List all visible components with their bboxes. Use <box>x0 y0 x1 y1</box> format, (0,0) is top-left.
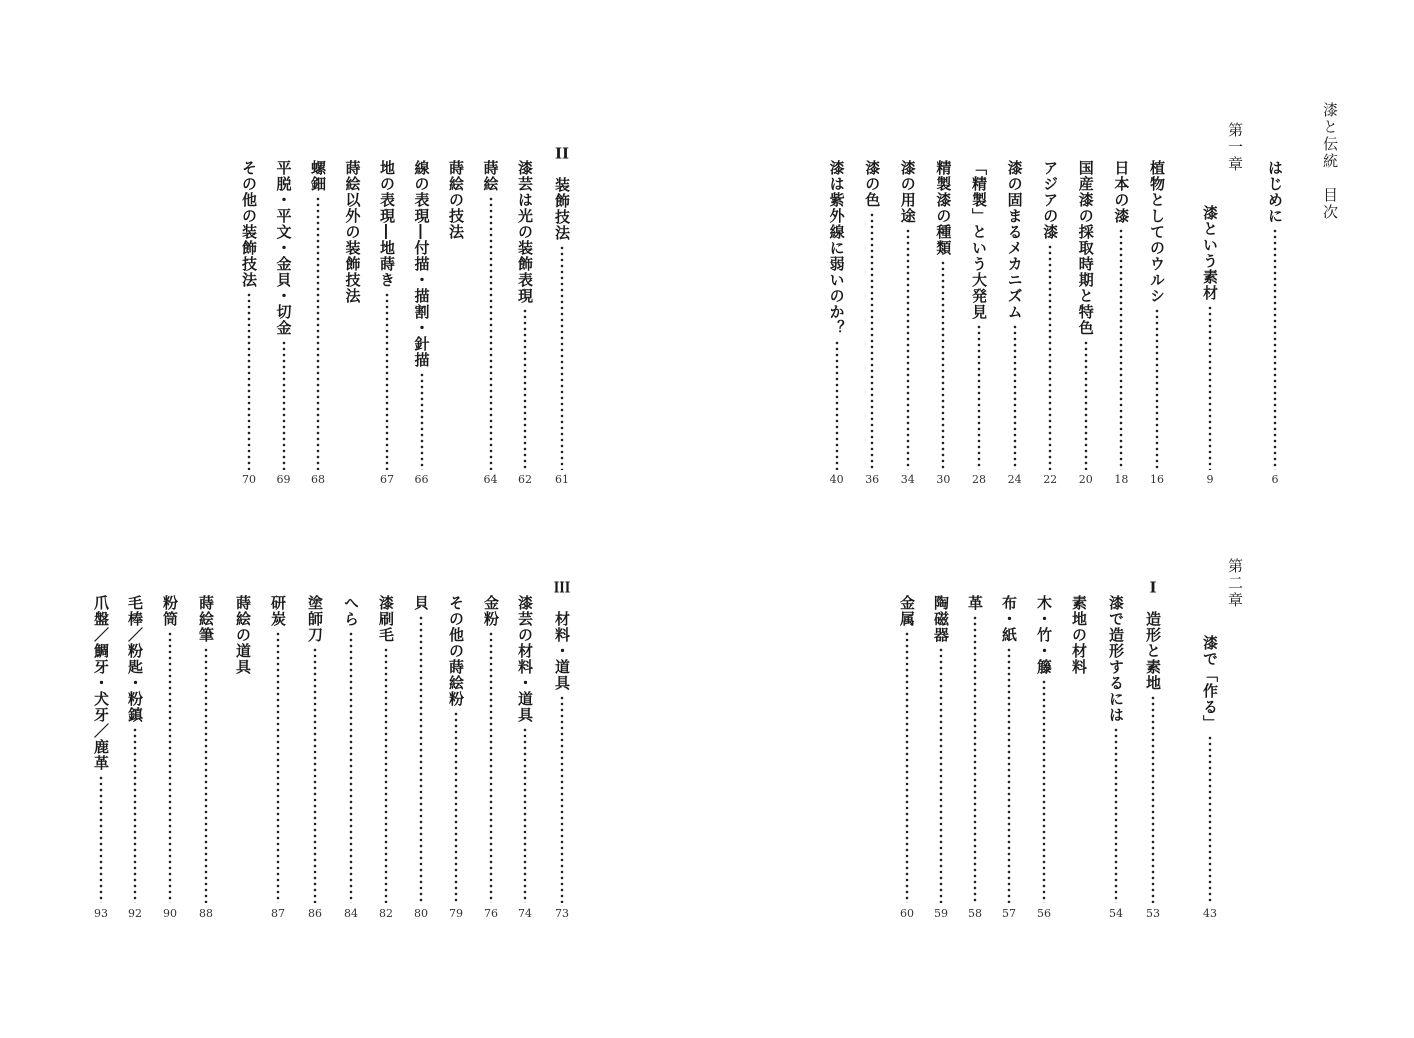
toc-entry-title: 蒔絵の道具 <box>234 595 252 675</box>
leader-dots <box>1013 324 1017 470</box>
section-title <box>549 146 575 241</box>
page-number: 53 <box>1146 907 1160 920</box>
page-number: 57 <box>1002 907 1016 920</box>
page-number: 18 <box>1114 473 1129 486</box>
page-number: 88 <box>199 907 213 920</box>
toc-entry-title: 研炭 <box>269 595 287 627</box>
section-number: II <box>554 146 570 161</box>
leader-dots <box>489 196 493 470</box>
page-number: 36 <box>865 473 880 486</box>
leader-dots <box>1208 735 1212 903</box>
page-number: 54 <box>1109 907 1123 920</box>
toc-entry-title: 漆の用途 <box>898 160 917 224</box>
page-number: 22 <box>1043 473 1058 486</box>
section-title <box>1140 580 1166 691</box>
leader-dots <box>1042 679 1046 903</box>
toc-entry-title: 漆芸の材料・道具 <box>516 595 534 723</box>
leader-dots <box>133 727 137 903</box>
page-number: 73 <box>555 907 569 920</box>
leader-dots <box>454 711 458 903</box>
chapter-title: 漆という素材 <box>1201 205 1219 301</box>
toc-entry-title: アジアの漆 <box>1041 160 1060 240</box>
leader-dots <box>168 631 172 903</box>
leader-dots <box>420 372 424 470</box>
toc-entry-title: 平脱・平文・金貝・切金 <box>274 160 293 336</box>
leader-dots <box>1048 244 1052 470</box>
page-number: 60 <box>900 907 914 920</box>
page-number: 20 <box>1078 473 1093 486</box>
page-number: 61 <box>555 473 569 486</box>
toc-entry-title: 素地の材料 <box>1070 595 1088 675</box>
toc-entry-title: 漆の色 <box>863 160 882 208</box>
toc-entry-title: 金属 <box>898 595 916 627</box>
page-number: 68 <box>311 473 325 486</box>
toc-entry-title: 漆刷毛 <box>377 595 395 643</box>
section-number: I <box>1149 580 1157 595</box>
page-number: 79 <box>449 907 463 920</box>
page-number: 66 <box>414 473 429 486</box>
page-number: 56 <box>1037 907 1051 920</box>
leader-dots <box>870 212 874 470</box>
leader-dots <box>99 775 103 903</box>
page-number: 16 <box>1150 473 1164 486</box>
leader-dots <box>419 615 423 903</box>
page-number: 67 <box>380 473 394 486</box>
toc-entry-title: 蒔絵筆 <box>197 595 215 643</box>
page-number: 92 <box>128 907 142 920</box>
chapter-title: 漆で「作る」 <box>1201 635 1219 731</box>
leader-dots <box>204 647 208 903</box>
leader-dots <box>560 245 564 470</box>
page-number: 40 <box>829 473 844 486</box>
toc-entry-title: 陶磁器 <box>932 595 950 643</box>
leader-dots <box>384 647 388 903</box>
page-number: 6 <box>1271 473 1279 486</box>
leader-dots <box>247 292 251 470</box>
toc-entry-title: 蒔絵以外の装飾技法 <box>343 160 362 304</box>
page-number: 30 <box>936 473 951 486</box>
toc-entry-title: 木・竹・籐 <box>1035 595 1053 675</box>
book-title: 漆と伝統 目次 <box>1321 102 1339 221</box>
leader-dots <box>939 647 943 903</box>
toc-entry-title: その他の蒔絵粉 <box>447 595 465 707</box>
chapter-number: 第二章 <box>1226 558 1244 609</box>
leader-dots <box>1273 228 1277 470</box>
toc-entry-title: 精製漆の種類 <box>934 160 953 256</box>
leader-dots <box>1155 308 1159 470</box>
toc-entry-title: 蒔絵の技法 <box>447 160 465 240</box>
page-number: 93 <box>94 907 108 920</box>
toc-entry-title: 漆の固まるメカニズム <box>1005 160 1024 320</box>
leader-dots <box>973 615 977 903</box>
toc-entry-title: 布・紙 <box>1000 595 1018 643</box>
page-number: 62 <box>518 473 532 486</box>
leader-dots <box>282 340 286 470</box>
toc-entry-title: 蒔絵 <box>481 160 500 192</box>
leader-dots <box>906 228 910 470</box>
leader-dots <box>1208 305 1212 470</box>
page-number: 24 <box>1007 473 1022 486</box>
page-number: 34 <box>900 473 915 486</box>
toc-entry-title: 爪盤／鯛牙・犬牙／鹿革 <box>92 595 110 771</box>
toc-entry-title: 日本の漆 <box>1112 160 1131 224</box>
leader-dots <box>905 631 909 903</box>
leader-dots <box>835 340 839 470</box>
section-title-text: 材料・道具 <box>553 611 571 691</box>
page-number: 76 <box>484 907 498 920</box>
section-title-text: 造形と素地 <box>1144 611 1162 691</box>
toc-entry-title: 粉筒 <box>161 595 179 627</box>
page-number: 70 <box>242 473 256 486</box>
toc-entry-title: 金粉 <box>482 595 500 627</box>
page-number: 74 <box>518 907 532 920</box>
chapter-number: 第一章 <box>1226 122 1244 173</box>
leader-dots <box>1151 695 1155 903</box>
toc-entry-title: 塗師刀 <box>306 595 324 643</box>
leader-dots <box>1114 727 1118 903</box>
page-number: 82 <box>379 907 393 920</box>
leader-dots <box>523 308 527 470</box>
page-number: 69 <box>276 473 291 486</box>
page-number: 64 <box>483 473 498 486</box>
page-number: 58 <box>968 907 982 920</box>
toc-entry-title: その他の装飾技法 <box>240 160 258 288</box>
toc-entry-title: 革 <box>966 595 984 611</box>
toc-entry-title: 地の表現―地蒔き <box>378 160 396 288</box>
toc-entry-title: へら <box>342 595 360 627</box>
leader-dots <box>977 324 981 470</box>
page-number: 43 <box>1203 907 1217 920</box>
toc-entry-title: 貝 <box>412 595 430 611</box>
toc-entry-title: 「精製」という大発見 <box>970 160 988 320</box>
page-number: 84 <box>344 907 358 920</box>
section-title <box>549 580 575 691</box>
leader-dots <box>523 727 527 903</box>
page-number: 59 <box>934 907 948 920</box>
toc-entry-title: 漆芸は光の装飾表現 <box>516 160 534 304</box>
leader-dots <box>1084 340 1088 470</box>
leader-dots <box>941 260 945 470</box>
page-number: 86 <box>308 907 322 920</box>
toc-entry-title: 漆で造形するには <box>1107 595 1125 723</box>
leader-dots <box>316 196 320 470</box>
leader-dots <box>560 695 564 903</box>
page-number: 90 <box>163 907 177 920</box>
page-number: 28 <box>972 473 986 486</box>
leader-dots <box>489 631 493 903</box>
leader-dots <box>385 292 389 470</box>
page-number: 80 <box>414 907 428 920</box>
toc-entry-title: はじめに <box>1266 160 1284 224</box>
toc-entry-title: 毛棒／粉匙・粉鎮 <box>126 595 144 723</box>
leader-dots <box>349 631 353 903</box>
section-number: III <box>553 580 571 595</box>
toc-entry-title: 国産漆の採取時期と特色 <box>1076 160 1095 336</box>
page-number: 87 <box>271 907 285 920</box>
section-title-text: 装飾技法 <box>553 177 571 241</box>
toc-entry-title: 線の表現―付描・描割・針描 <box>412 160 431 368</box>
leader-dots <box>276 631 280 903</box>
leader-dots <box>313 647 317 903</box>
toc-entry-title: 植物としてのウルシ <box>1148 160 1166 304</box>
page-number: 9 <box>1206 473 1214 486</box>
leader-dots <box>1007 647 1011 903</box>
leader-dots <box>1119 228 1123 470</box>
toc-entry-title: 漆は紫外線に弱いのか？ <box>827 160 846 336</box>
toc-entry-title: 螺鈿 <box>309 160 327 192</box>
